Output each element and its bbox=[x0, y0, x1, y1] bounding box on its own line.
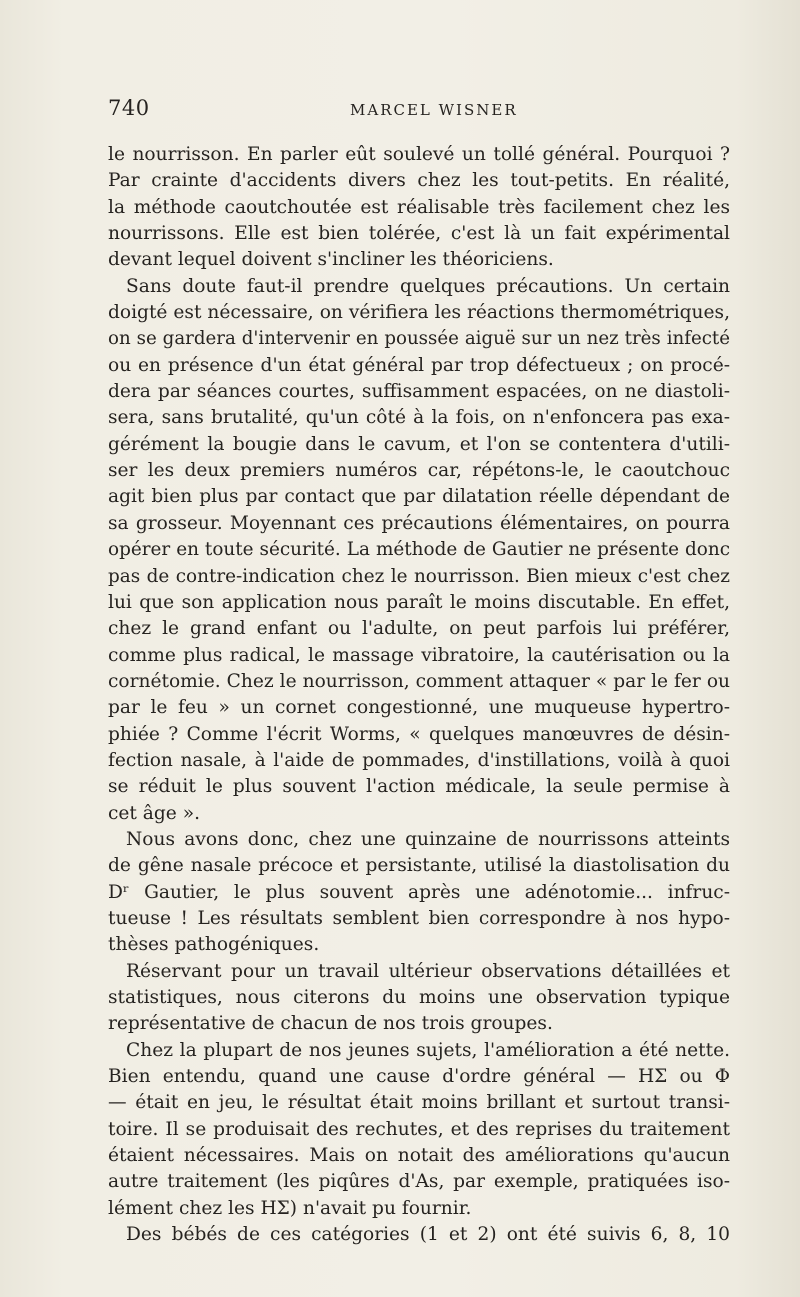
text-line: Des bébés de ces catégories (1 et 2) ont été suivis 6, 8, 10 bbox=[126, 1224, 730, 1246]
text-line: Sans doute faut-il prendre quelques précautions. Un certain bbox=[126, 275, 730, 297]
text-line: Bien entendu, quand une cause d'ordre général — HΣ ou Φ bbox=[108, 1066, 730, 1088]
text-line: lément chez les HΣ) n'avait pu fournir. bbox=[108, 1197, 472, 1219]
text-line: tueuse ! Les résultats semblent bien correspondre à nos hypo- bbox=[108, 907, 730, 929]
text-line: Nous avons donc, chez une quinzaine de nourrissons atteints bbox=[126, 828, 730, 850]
page-number: 740 bbox=[108, 96, 150, 120]
text-line: dera par séances courtes, suffisamment espacées, on ne diastoli- bbox=[108, 381, 730, 403]
text-line: le nourrisson. En parler eût soulevé un tollé général. Pourquoi ? bbox=[108, 144, 730, 165]
text-line: lui que son application nous paraît le moins discutable. En effet, bbox=[108, 591, 730, 613]
text-line: toire. Il se produisait des rechutes, et des reprises du traitement bbox=[108, 1118, 730, 1140]
text-line: sera, sans brutalité, qu'un côté à la fois, on n'enfoncera pas exa- bbox=[108, 407, 730, 429]
text-line: — était en jeu, le résultat était moins brillant et surtout transi- bbox=[108, 1092, 730, 1114]
text-line: de gêne nasale précoce et persistante, utilisé la diastolisation du bbox=[108, 855, 730, 877]
text-line: cet âge ». bbox=[108, 802, 200, 824]
text-line: thèses pathogéniques. bbox=[108, 934, 320, 956]
text-line: se réduit le plus souvent l'action médicale, la seule permise à bbox=[108, 776, 730, 798]
text-line: comme plus radical, le massage vibratoire, la cautérisation ou la bbox=[108, 644, 730, 666]
text-line: étaient nécessaires. Mais on notait des améliorations qu'aucun bbox=[108, 1145, 730, 1167]
text-line: représentative de chacun de nos trois groupes. bbox=[108, 1013, 553, 1035]
text-line: ou en présence d'un état général par trop défectueux ; on procé- bbox=[108, 354, 730, 376]
text-line: Dʳ Gautier, le plus souvent après une adénotomie... infruc- bbox=[108, 881, 730, 903]
text-line: doigté est nécessaire, on vérifiera les réactions thermométriques, bbox=[108, 302, 730, 324]
text-line: gérément la bougie dans le cavum, et l'on se contentera d'utili- bbox=[108, 433, 730, 455]
text-line: agit bien plus par contact que par dilatation réelle dépendant de bbox=[108, 486, 730, 508]
text-line: nourrissons. Elle est bien tolérée, c'est là un fait expérimental bbox=[108, 223, 730, 245]
text-line: on se gardera d'intervenir en poussée aiguë sur un nez très infecté bbox=[108, 328, 730, 350]
text-line: Réservant pour un travail ultérieur observations détaillées et bbox=[126, 960, 730, 982]
text-line: autre traitement (les piqûres d'As, par exemple, pratiquées iso- bbox=[108, 1171, 730, 1193]
text-line: chez le grand enfant ou l'adulte, on peut parfois lui préférer, bbox=[108, 618, 730, 640]
text-line: fection nasale, à l'aide de pommades, d'instillations, voilà à quoi bbox=[108, 749, 730, 771]
text-line: phiée ? Comme l'écrit Worms, « quelques manœuvres de désin- bbox=[108, 723, 730, 745]
text-line: cornétomie. Chez le nourrisson, comment attaquer « par le fer ou bbox=[108, 670, 730, 692]
running-head: MARCEL WISNER bbox=[350, 101, 518, 119]
text-line: ser les deux premiers numéros car, répétons-le, le caoutchouc bbox=[108, 460, 730, 482]
text-line: Par crainte d'accidents divers chez les tout-petits. En réalité, bbox=[108, 170, 730, 192]
text-line: par le feu » un cornet congestionné, une muqueuse hypertro- bbox=[108, 697, 730, 719]
text-line: la méthode caoutchoutée est réalisable très facilement chez les bbox=[108, 196, 730, 218]
text-line: sa grosseur. Moyennant ces précautions élémentaires, on pourra bbox=[108, 512, 730, 534]
body-text bbox=[108, 142, 730, 1248]
text-line: statistiques, nous citerons du moins une observation typique bbox=[108, 987, 730, 1008]
text-line: opérer en toute sécurité. La méthode de Gautier ne présente donc bbox=[108, 539, 730, 561]
text-line: Chez la plupart de nos jeunes sujets, l'amélioration a été nette. bbox=[126, 1039, 730, 1061]
page-header bbox=[108, 96, 730, 126]
text-line: devant lequel doivent s'incliner les théoriciens. bbox=[108, 249, 554, 271]
text-line: pas de contre-indication chez le nourrisson. Bien mieux c'est chez bbox=[108, 565, 730, 587]
